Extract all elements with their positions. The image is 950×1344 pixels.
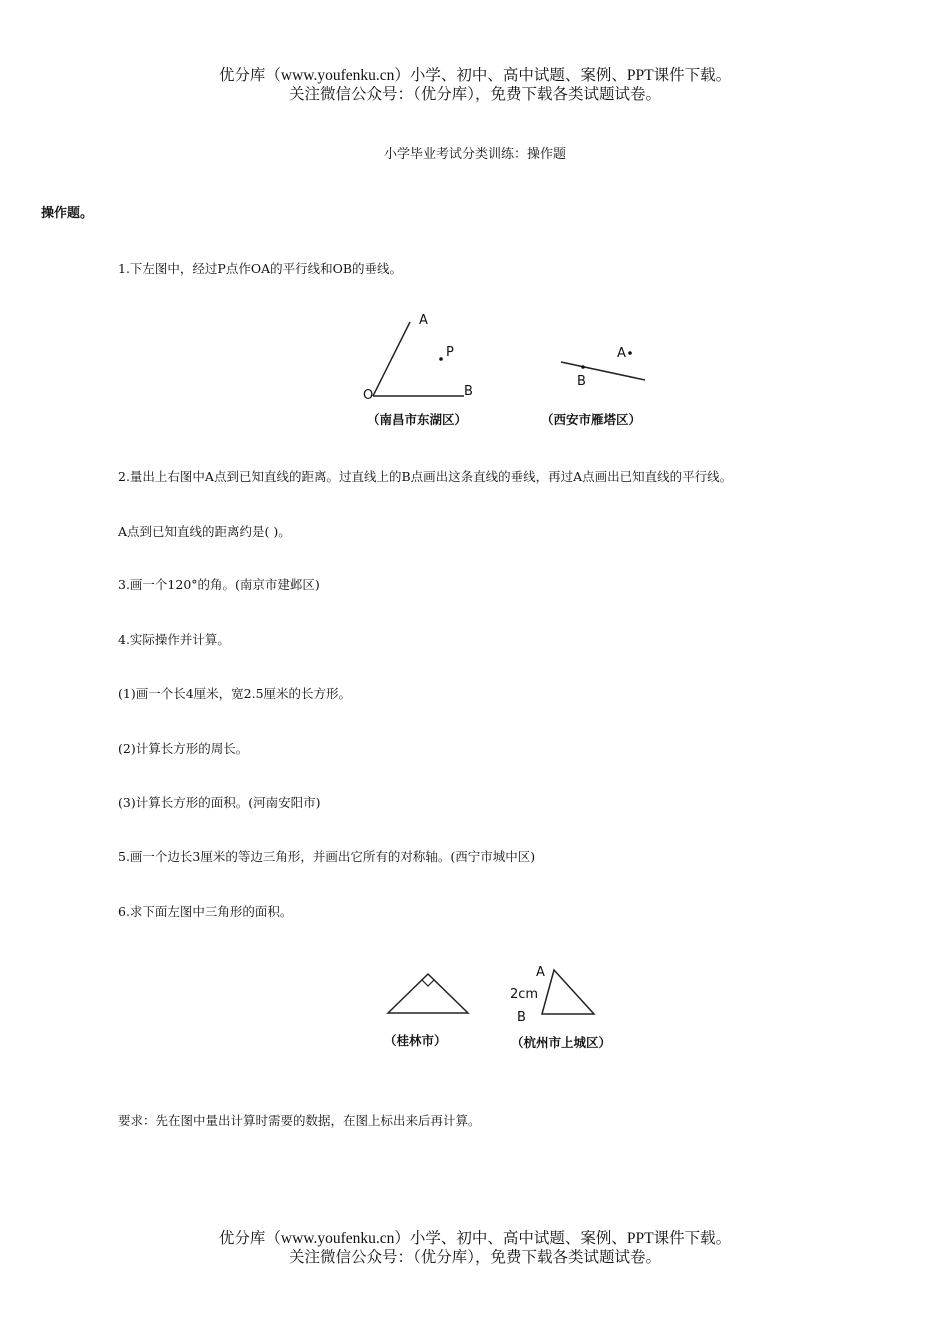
question-4-part-3: (3)计算长方形的面积。(河南安阳市) bbox=[118, 795, 321, 810]
label-b: B bbox=[517, 1010, 526, 1025]
label-a: A bbox=[617, 346, 626, 361]
point-a bbox=[628, 351, 632, 355]
figure-caption-nanchang: （南昌市东湖区） bbox=[367, 412, 468, 427]
point-p bbox=[439, 357, 443, 361]
question-6: 6.求下面左图中三角形的面积。 bbox=[118, 904, 293, 919]
section-heading: 操作题。 bbox=[41, 206, 94, 221]
label-length: 2cm bbox=[510, 987, 539, 1002]
question-2: 2.量出上右图中A点到已知直线的距离。过直线上的B点画出这条直线的垂线，再过A点画出已知直线的平行线。 bbox=[118, 469, 733, 484]
question-5: 5.画一个边长3厘米的等边三角形，并画出它所有的对称轴。(西宁市城中区) bbox=[118, 849, 536, 864]
ray-oa bbox=[373, 322, 410, 396]
angle-aob-drawing bbox=[360, 312, 500, 422]
triangle-shape bbox=[542, 970, 594, 1014]
figure-line-ab bbox=[555, 340, 655, 400]
question-4-part-1: (1)画一个长4厘米，宽2.5厘米的长方形。 bbox=[118, 686, 352, 701]
label-b: B bbox=[577, 374, 586, 389]
label-o: O bbox=[363, 388, 374, 403]
figure-right-triangle bbox=[384, 968, 474, 1018]
question-3: 3.画一个120°的角。(南京市建邺区) bbox=[118, 577, 320, 592]
figure-triangle-abc bbox=[508, 962, 608, 1028]
figure-caption-guilin: （桂林市） bbox=[384, 1033, 447, 1048]
label-a: A bbox=[536, 965, 545, 980]
requirement-text: 要求：先在图中量出计算时需要的数据，在图上标出来后再计算。 bbox=[118, 1113, 481, 1128]
header-line-2: 关注微信公众号：（优分库），免费下载各类试题试卷。 bbox=[288, 86, 661, 103]
figure-caption-xian: （西安市雁塔区） bbox=[541, 412, 642, 427]
right-angle-mark bbox=[422, 980, 434, 986]
page-title: 小学毕业考试分类训练：操作题 bbox=[383, 147, 566, 162]
footer-line-1: 优分库（www.youfenku.cn）小学、初中、高中试题、案例、PPT课件下载。 bbox=[218, 1230, 732, 1247]
point-b bbox=[581, 365, 585, 369]
question-2-answer: A点到已知直线的距离约是( )。 bbox=[118, 524, 291, 539]
question-1: 1.下左图中，经过P点作OA的平行线和OB的垂线。 bbox=[118, 261, 403, 276]
label-a: A bbox=[419, 313, 428, 328]
header-line-1: 优分库（www.youfenku.cn）小学、初中、高中试题、案例、PPT课件下载。 bbox=[218, 67, 732, 84]
label-b: B bbox=[464, 384, 473, 399]
right-triangle-drawing bbox=[384, 968, 474, 1018]
given-line bbox=[561, 362, 645, 380]
triangle-shape bbox=[388, 974, 468, 1013]
footer-line-2: 关注微信公众号：（优分库），免费下载各类试题试卷。 bbox=[288, 1249, 661, 1266]
question-4-part-2: (2)计算长方形的周长。 bbox=[118, 741, 249, 756]
line-ab-drawing bbox=[555, 340, 655, 400]
figure-angle-aob bbox=[360, 312, 500, 422]
figure-caption-hangzhou: （杭州市上城区） bbox=[511, 1035, 612, 1050]
question-4: 4.实际操作并计算。 bbox=[118, 632, 230, 647]
label-p: P bbox=[446, 345, 454, 360]
